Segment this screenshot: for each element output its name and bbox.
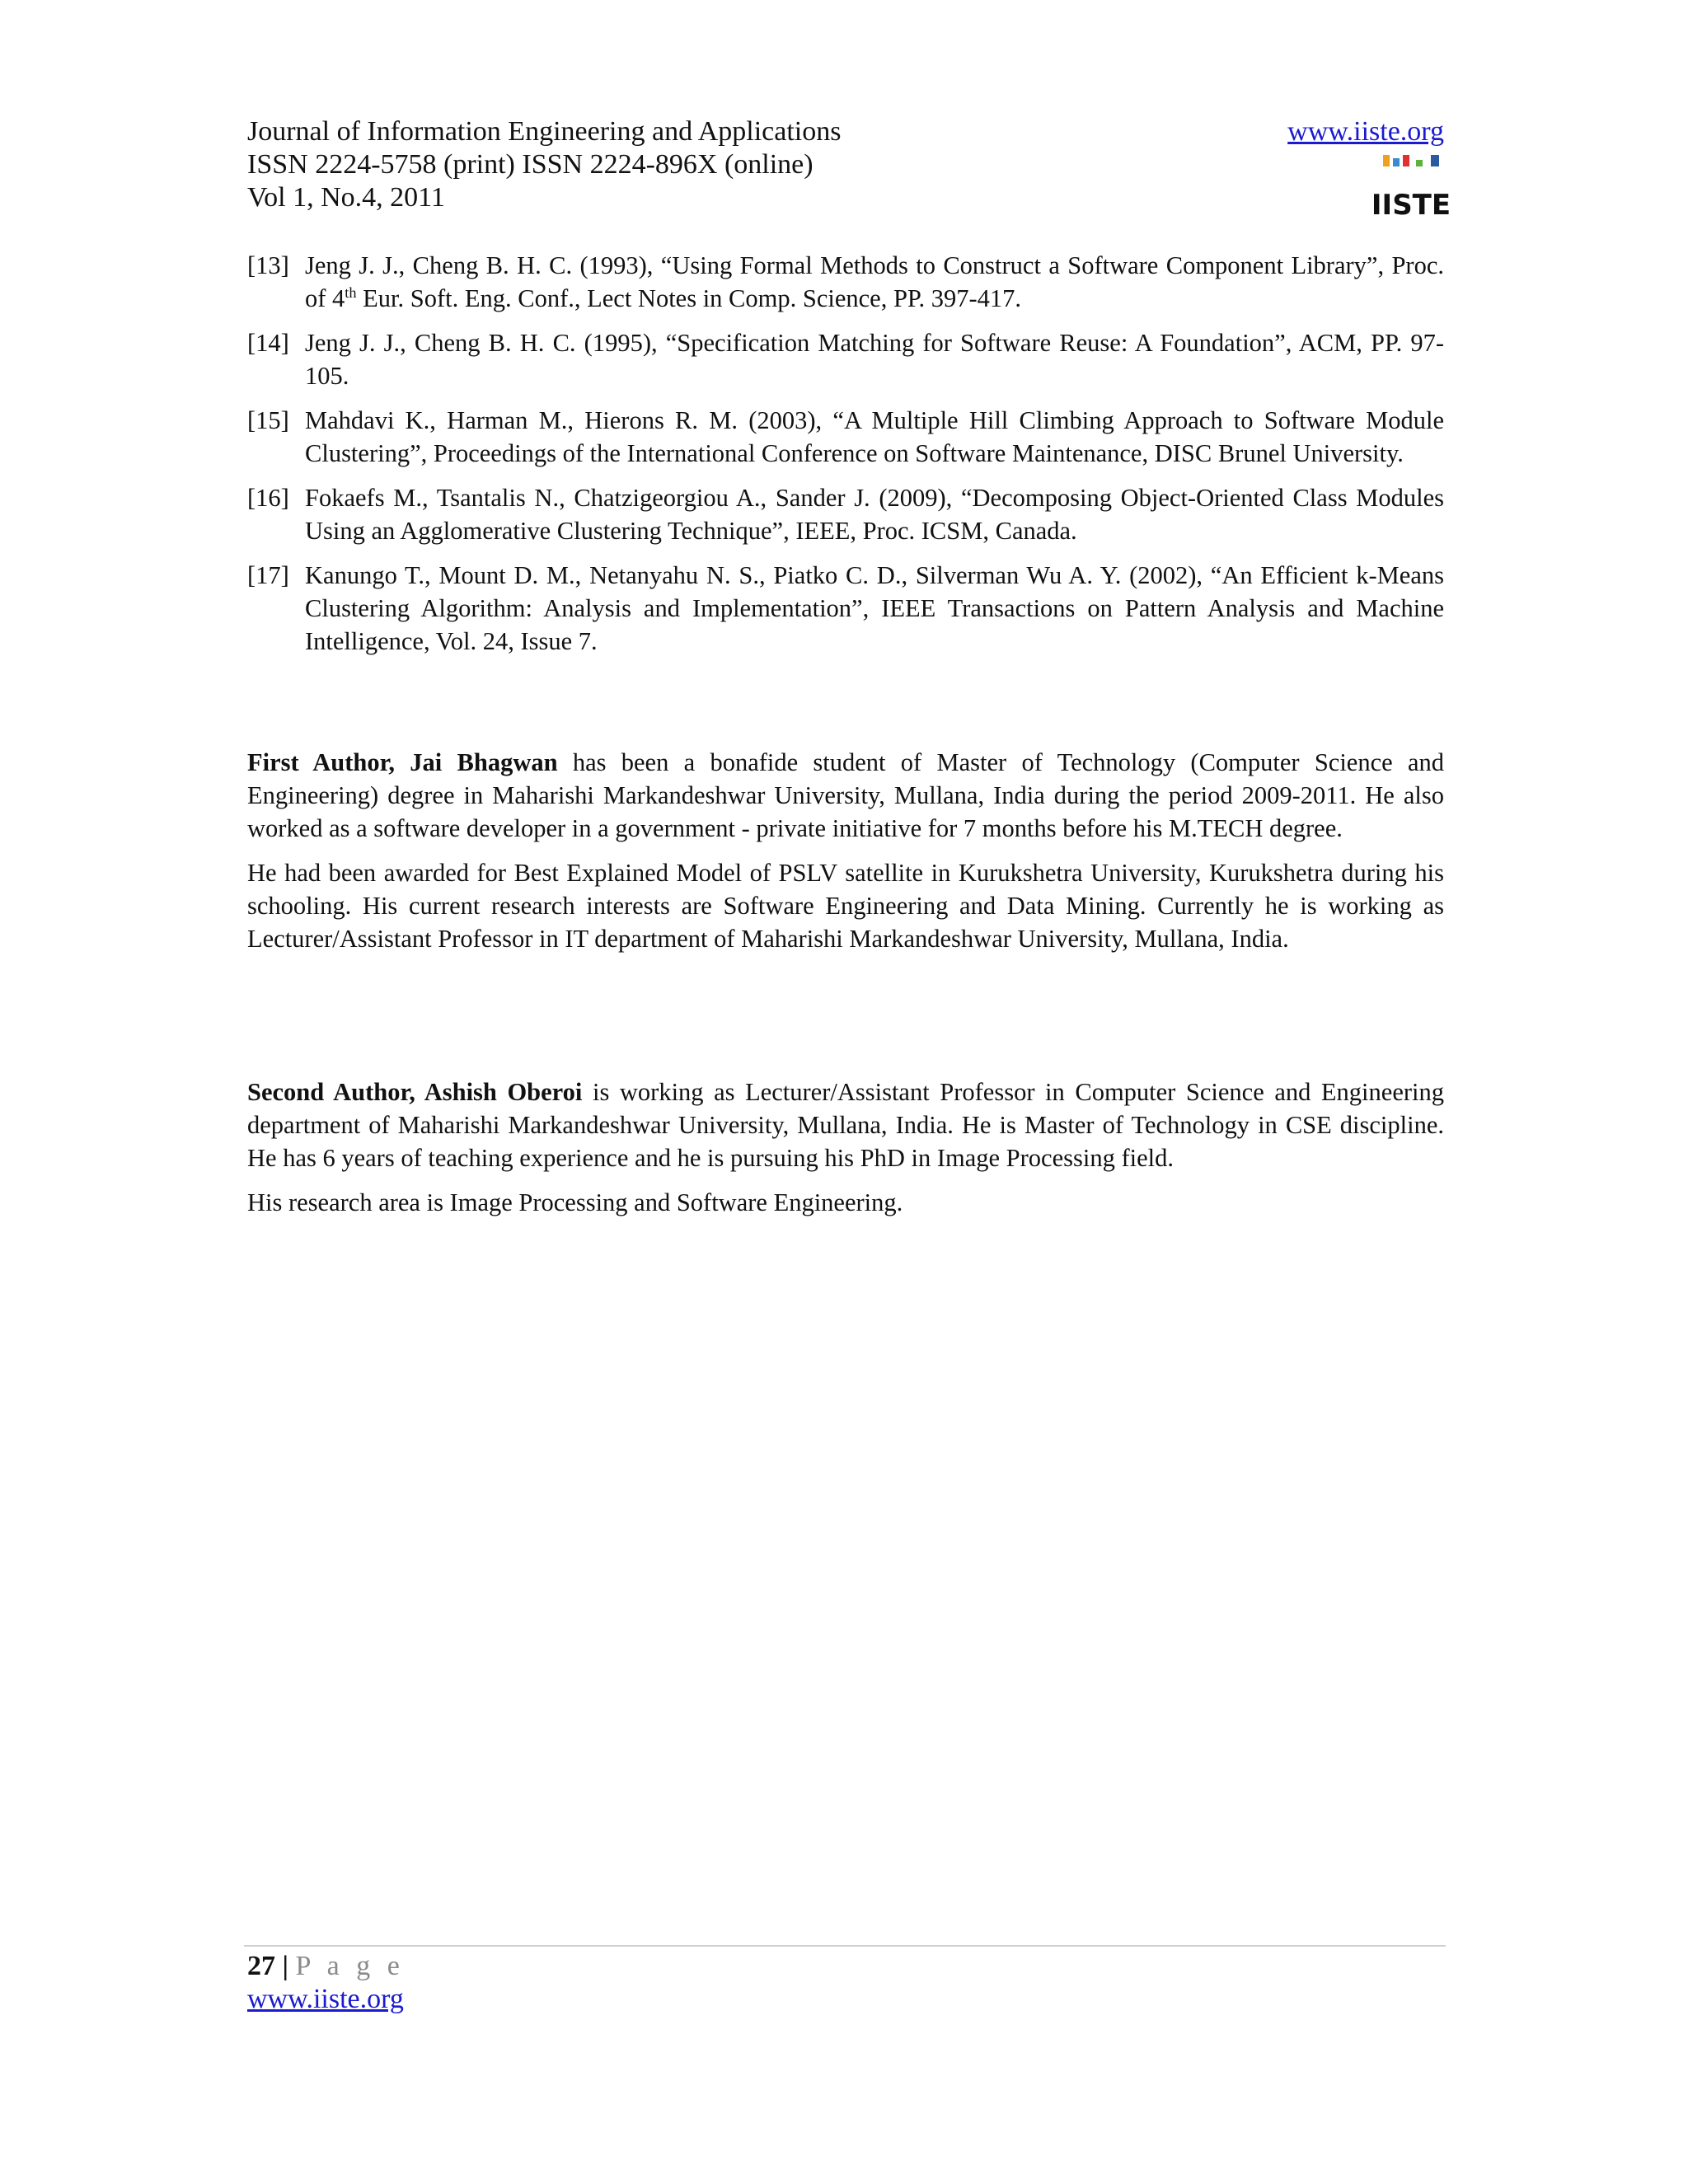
page-word: P a g e bbox=[295, 1951, 405, 1981]
reference-text: Jeng J. J., Cheng B. H. C. (1995), “Specification Matching for Software Reuse: A Foundation”, ACM, PP. 97-105. bbox=[305, 329, 1444, 390]
second-author-paragraph: Second Author, Ashish Oberoi is working as Lecturer/Assistant Professor in Computer Science and Engineering department of Maharishi Markandeshwar University, Mullana, India. He is Master of Technology in CSE discipline. He has 6 years of teaching experience and he is pursuing his PhD in Image Processing field. bbox=[247, 1078, 1444, 1172]
reference-number: [16] bbox=[247, 484, 289, 512]
second-author-paragraph-2: His research area is Image Processing and Software Engineering. bbox=[247, 1188, 903, 1216]
second-author-bio bbox=[247, 1076, 1444, 1230]
page-indicator: 27 | P a g e bbox=[247, 1951, 405, 1981]
reference-text: Mahdavi K., Harman M., Hierons R. M. (2003), “A Multiple Hill Climbing Approach to Software Module Clustering”, Proceedings of the International Conference on Software Maintenance, DISC Brunel University. bbox=[305, 406, 1444, 467]
first-author-bio bbox=[247, 746, 1444, 967]
page-footer bbox=[247, 1950, 405, 2016]
reference-number: [17] bbox=[247, 561, 289, 589]
iiste-logo bbox=[1371, 153, 1451, 222]
page-header bbox=[247, 115, 1451, 223]
journal-issn: ISSN 2224-5758 (print) ISSN 2224-896X (online) bbox=[247, 149, 814, 180]
journal-volume: Vol 1, No.4, 2011 bbox=[247, 182, 445, 213]
first-author-paragraph: First Author, Jai Bhagwan has been a bonafide student of Master of Technology (Computer Science and Engineering) degree in Maharishi Markandeshwar University, Mullana, India during the period 2009-2011. He also worked as a software developer in a government - private initiative for 7 months before his M.TECH degree. bbox=[247, 748, 1444, 842]
reference-list bbox=[247, 249, 1444, 669]
reference-text: Fokaefs M., Tsantalis N., Chatzigeorgiou A., Sander J. (2009), “Decomposing Object-Oriented Class Modules Using an Agglomerative Clustering Technique”, IEEE, Proc. ICSM, Canada. bbox=[305, 484, 1444, 545]
journal-title: Journal of Information Engineering and Applications bbox=[247, 116, 842, 147]
page-number: 27 bbox=[247, 1951, 275, 1981]
footer-website-link[interactable]: www.iiste.org bbox=[247, 1984, 404, 2014]
reference-item bbox=[247, 481, 1444, 547]
reference-item bbox=[247, 559, 1444, 658]
second-author-name: Second Author, Ashish Oberoi bbox=[247, 1078, 583, 1106]
journal-info bbox=[247, 115, 841, 214]
reference-number: [13] bbox=[247, 251, 289, 279]
reference-number: [15] bbox=[247, 406, 289, 434]
header-website-link[interactable]: www.iiste.org bbox=[1287, 116, 1444, 147]
footer-divider bbox=[244, 1945, 1446, 1947]
reference-number: [14] bbox=[247, 329, 289, 357]
reference-item: [13] Jeng J. J., Cheng B. H. C. (1993), “Using Formal Methods to Construct a Software Component Library”, Proc. of 4th Eur. Soft. Eng. Conf., Lect Notes in Comp. Science, PP. 397-417. bbox=[247, 249, 1444, 315]
first-author-paragraph-2: He had been awarded for Best Explained Model of PSLV satellite in Kurukshetra University, Kurukshetra during his schooling. His current research interests are Software Engineering and Data Mining. Currently he is working as Lecturer/Assistant Professor in IT department of Maharishi Markandeshwar University, Mullana, India. bbox=[247, 859, 1444, 953]
first-author-name: First Author, Jai Bhagwan bbox=[247, 748, 558, 776]
svg-text:IISTE: IISTE bbox=[1371, 189, 1451, 222]
reference-item bbox=[247, 404, 1444, 470]
reference-text: Kanungo T., Mount D. M., Netanyahu N. S., Piatko C. D., Silverman Wu A. Y. (2002), “An Efficient k-Means Clustering Algorithm: Analysis and Implementation”, IEEE Transactions on Pattern Analysis and Machine Intelligence, Vol. 24, Issue 7. bbox=[305, 561, 1444, 655]
reference-item bbox=[247, 326, 1444, 392]
